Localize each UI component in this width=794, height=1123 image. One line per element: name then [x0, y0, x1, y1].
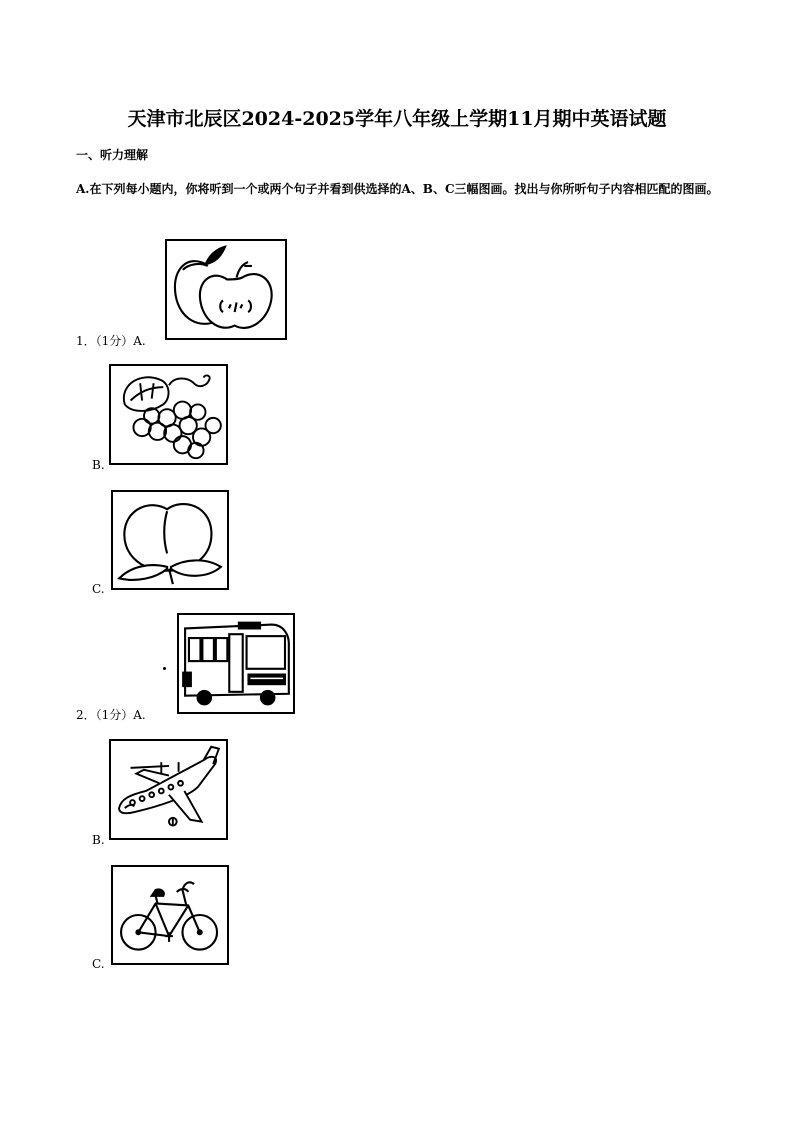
question-1-label: 1．（1分）A. [76, 334, 146, 348]
bicycle-icon[interactable] [111, 865, 229, 965]
airplane-icon[interactable] [109, 739, 228, 840]
section-heading: 一、听力理解 [76, 148, 149, 162]
grapes-icon[interactable] [109, 364, 228, 465]
bus-icon[interactable] [177, 613, 295, 714]
page-title: 天津市北辰区2024-2025学年八年级上学期11月期中英语试题 [127, 108, 667, 130]
instruction-text: A.在下列每小题内，你将听到一个或两个句子并看到供选择的A、B、C三幅图画。找出与你所听句子内容相匹配的图画。 [76, 182, 719, 196]
stray-dot [163, 667, 166, 670]
peach-icon[interactable] [111, 490, 229, 590]
question-2-label: 2．（1分）A. [76, 708, 146, 722]
option-b-label: B. [92, 833, 105, 847]
apple-icon[interactable] [165, 239, 287, 340]
option-c-label: C. [92, 957, 105, 971]
option-b-label: B. [92, 458, 105, 472]
option-c-label: C. [92, 582, 105, 596]
